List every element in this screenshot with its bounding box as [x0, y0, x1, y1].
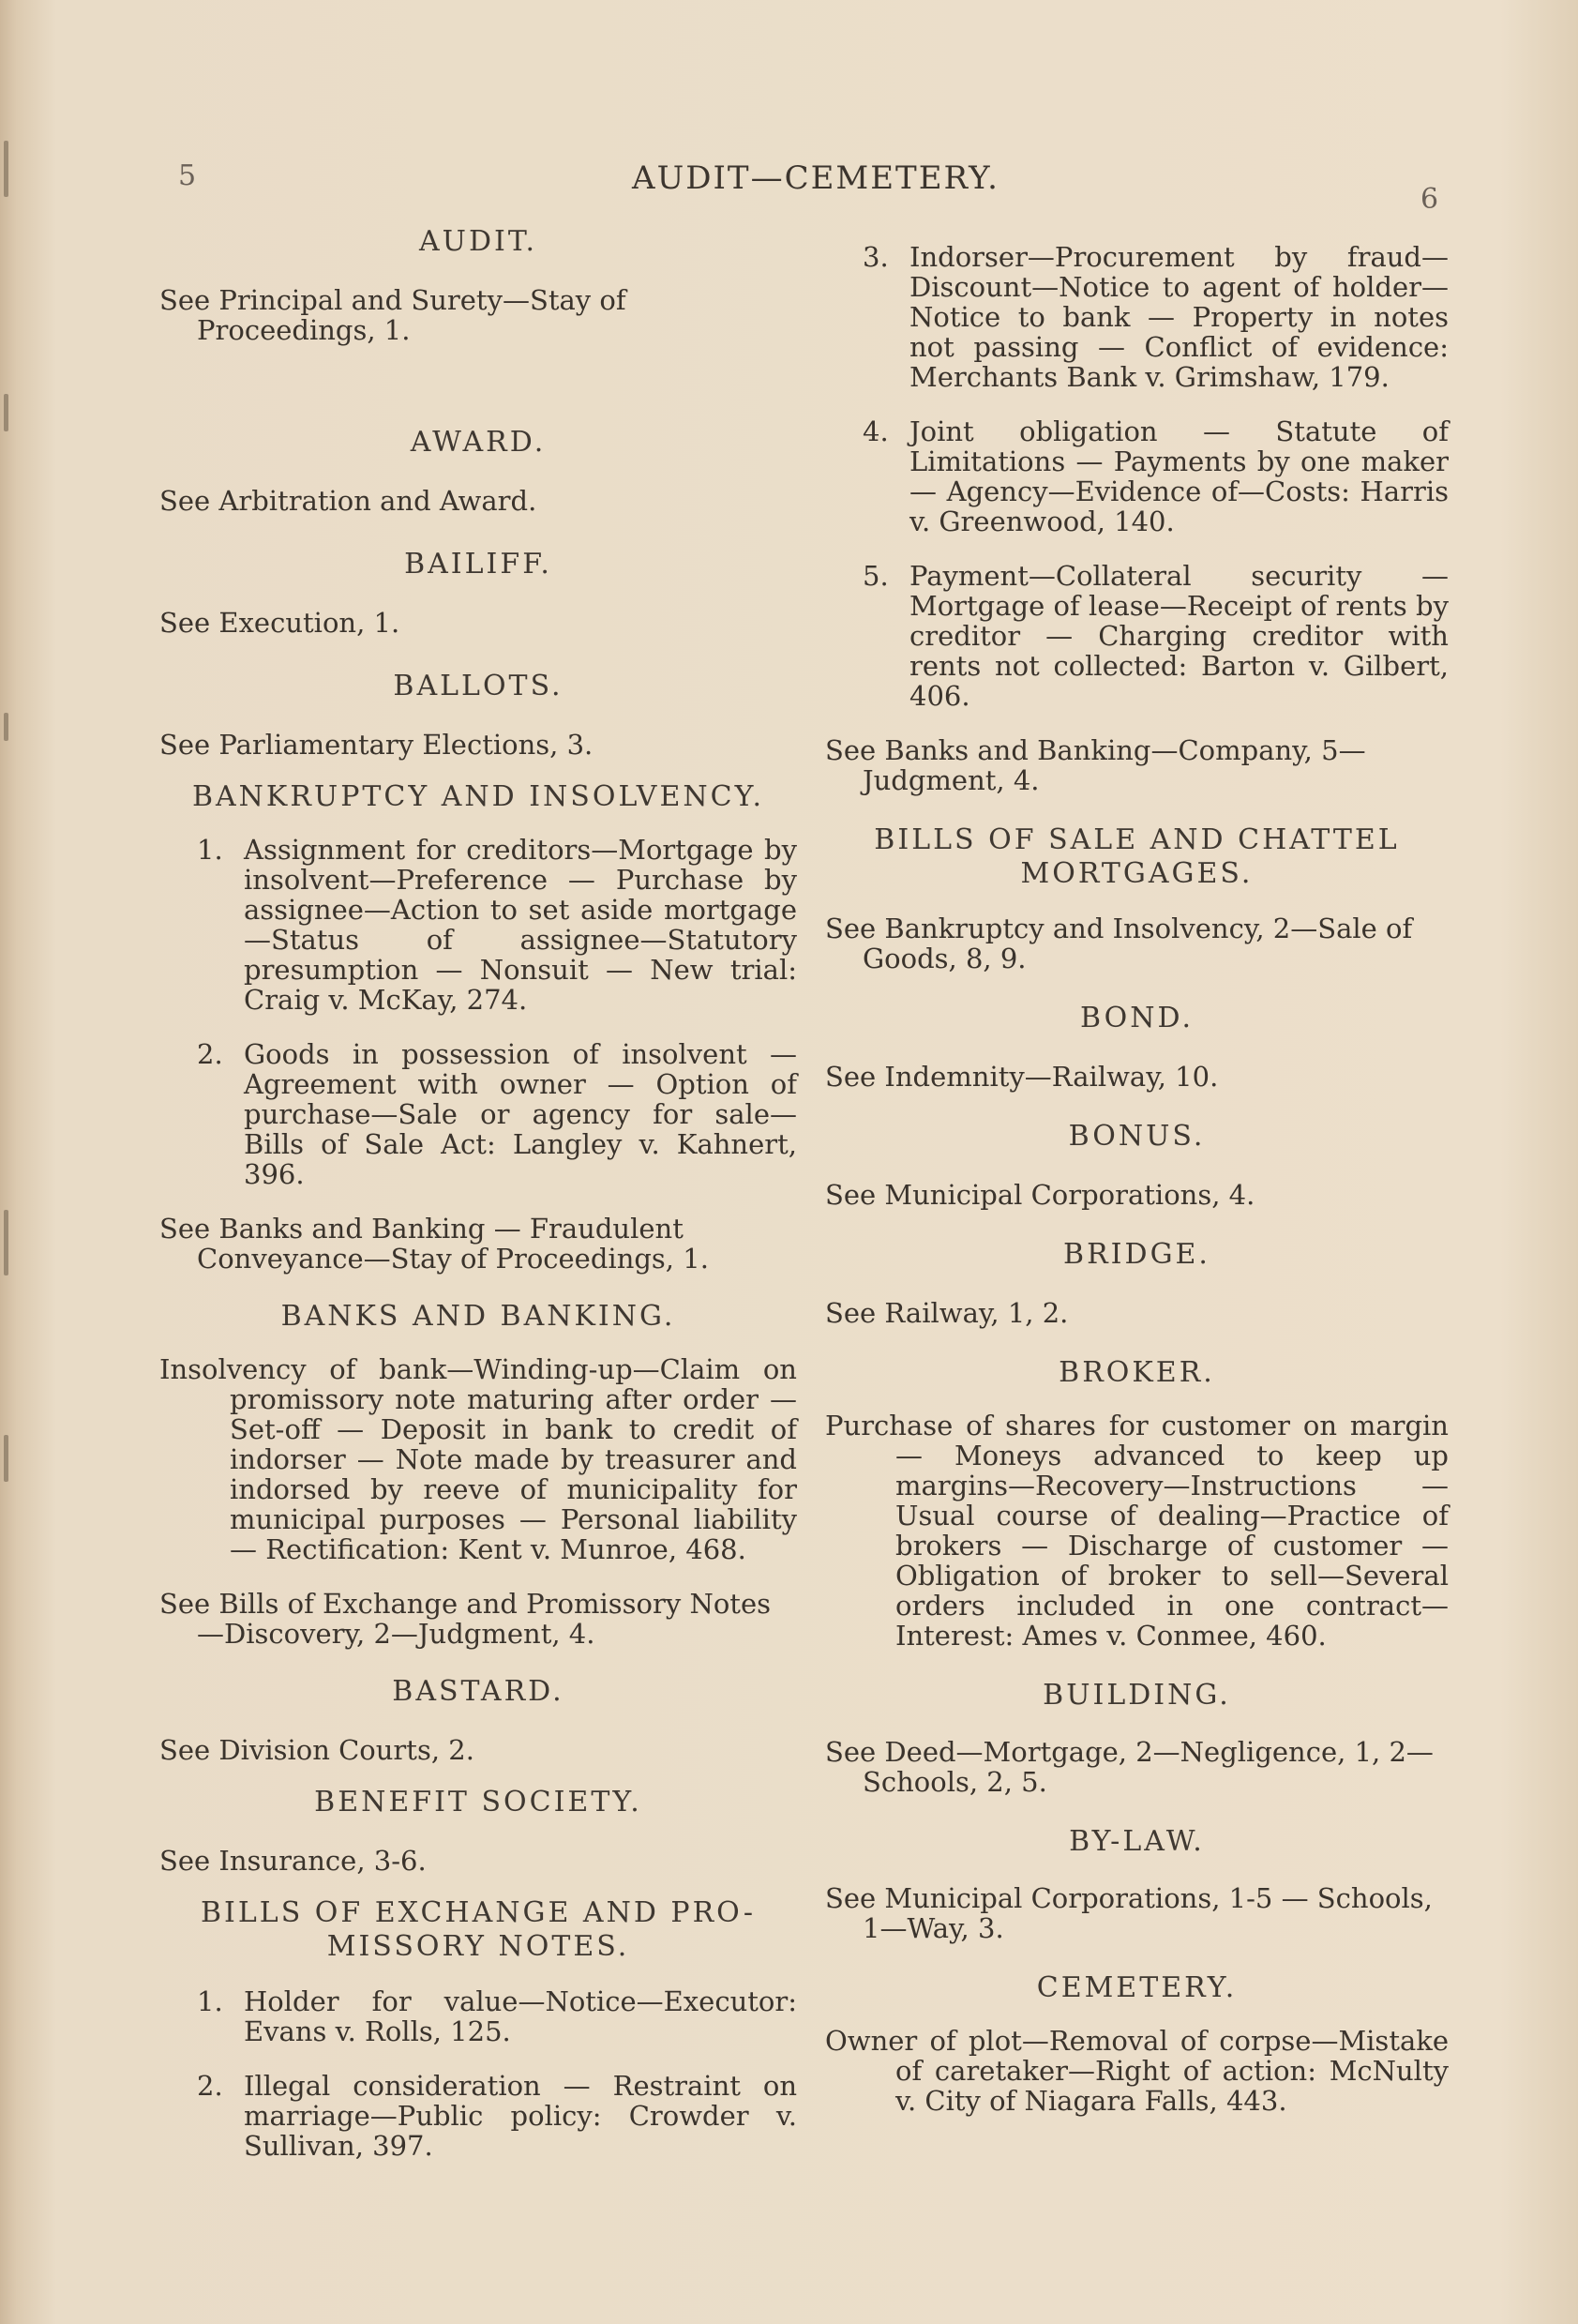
- cross-reference: See Parliamentary Elections, 3.: [159, 729, 594, 761]
- cross-reference: See Municipal Corporations, 1-5 — Schools, 1—Way, 3.: [825, 1882, 1433, 1944]
- entry-text: Holder for value—Notice—Executor: Evans v. Rolls, 125.: [244, 1985, 797, 2047]
- section-heading: BAILIFF.: [404, 548, 552, 581]
- entry-number: 4.: [863, 415, 889, 447]
- section-bills-of-exchange-continued: [825, 242, 1449, 795]
- section-bills-of-sale: [825, 823, 1449, 973]
- entry-text: Goods in possession of insolvent — Agreement with owner — Option of purchase—Sale or agency for sale—Bills of Sale Act: Langley v. Kahnert, 396.: [244, 1038, 797, 1190]
- section-bailiff: [159, 548, 797, 670]
- right-column: [825, 242, 1449, 2116]
- section-bond: [825, 1002, 1449, 1120]
- section-bills-of-exchange: [159, 1896, 797, 2161]
- section-award: [159, 426, 797, 548]
- entry-text: Insolvency of bank—Winding-up—Claim on promissory note maturing after order — Set-off — Deposit in bank to credit of indorser — Note made by treasurer and indorsed by reeve of municipality for municipal purposes — Personal liability — Rectification: Kent v. Munroe, 468.: [159, 1353, 797, 1565]
- section-heading: CEMETERY.: [1036, 1971, 1238, 2004]
- cross-reference: See Banks and Banking — Fraudulent Conveyance—Stay of Proceedings, 1.: [159, 1213, 709, 1275]
- cross-reference: See Railway, 1, 2.: [825, 1297, 1069, 1329]
- entry-number: 2.: [197, 2070, 223, 2102]
- section-heading: BONUS.: [1068, 1120, 1206, 1153]
- section-benefit-society: [159, 1786, 797, 1896]
- section-heading: MORTGAGES.: [1020, 857, 1254, 890]
- cross-reference: See Execution, 1.: [159, 607, 400, 639]
- section-by-law: [825, 1825, 1449, 1943]
- entry-number: 1.: [197, 1985, 223, 2017]
- entry-text: Indorser—Procurement by fraud—Discount—Notice to agent of holder—Notice to bank — Property in notes not passing — Conflict of evidence: Merchants Bank v. Grimshaw, 179.: [909, 241, 1449, 393]
- left-page-number: 5: [178, 159, 197, 192]
- cross-reference: See Arbitration and Award.: [159, 485, 537, 517]
- numbered-entry: [159, 2071, 797, 2161]
- entry-text: Joint obligation — Statute of Limitations — Payments by one maker — Agency—Evidence of—Costs: Harris v. Greenwood, 140.: [909, 415, 1449, 537]
- cross-reference: See Bills of Exchange and Promissory Notes—Discovery, 2—Judgment, 4.: [159, 1588, 771, 1650]
- cross-reference: See Indemnity—Railway, 10.: [825, 1061, 1219, 1093]
- cross-reference: See Division Courts, 2.: [159, 1734, 474, 1766]
- section-heading: BENEFIT SOCIETY.: [314, 1786, 642, 1818]
- entry-number: 5.: [863, 560, 889, 592]
- section-bastard: [159, 1675, 797, 1786]
- section-ballots: [159, 670, 797, 780]
- entry-text: Owner of plot—Removal of corpse—Mistake of caretaker—Right of action: McNulty v. City of Niagara Falls, 443.: [825, 2025, 1449, 2117]
- section-heading: BUILDING.: [1043, 1679, 1231, 1712]
- section-bankruptcy: [159, 780, 797, 1274]
- section-heading: AUDIT.: [419, 225, 537, 258]
- numbered-entry: [159, 1039, 797, 1189]
- entry-text: Payment—Collateral security — Mortgage of lease—Receipt of rents by creditor — Charging creditor with rents not collected: Barton v. Gilbert, 406.: [909, 560, 1449, 712]
- numbered-entry: [825, 561, 1449, 711]
- section-heading: MISSORY NOTES.: [326, 1930, 630, 1963]
- gutter-shadow: [4, 1210, 8, 1275]
- numbered-entry: [825, 416, 1449, 536]
- entry-number: 1.: [197, 834, 223, 866]
- section-heading: BY-LAW.: [1069, 1825, 1205, 1858]
- gutter-shadow: [4, 394, 8, 431]
- gutter-shadow: [4, 1435, 8, 1482]
- cross-reference: See Banks and Banking—Company, 5—Judgment, 4.: [825, 734, 1366, 796]
- right-page-number: 6: [1420, 183, 1439, 216]
- section-heading: BROKER.: [1059, 1356, 1215, 1389]
- cross-reference: See Municipal Corporations, 4.: [825, 1179, 1255, 1211]
- section-heading: BOND.: [1080, 1002, 1194, 1034]
- cross-reference: See Principal and Surety—Stay of Proceedings, 1.: [159, 284, 626, 346]
- section-bonus: [825, 1120, 1449, 1238]
- section-heading: BILLS OF SALE AND CHATTEL: [874, 823, 1400, 856]
- section-audit: [159, 225, 797, 426]
- section-building: [825, 1679, 1449, 1797]
- section-heading: BASTARD.: [392, 1675, 564, 1708]
- section-heading: BANKRUPTCY AND INSOLVENCY.: [191, 780, 765, 813]
- gutter-shadow: [4, 713, 8, 741]
- entry-text: Assignment for creditors—Mortgage by insolvent—Preference — Purchase by assignee—Action to set aside mortgage—Status of assignee—Statutory presumption — Nonsuit — New trial: Craig v. McKay, 274.: [244, 834, 797, 1016]
- section-banks: [159, 1300, 797, 1649]
- section-heading: BALLOTS.: [393, 670, 564, 702]
- numbered-entry: [825, 242, 1449, 392]
- cross-reference: See Insurance, 3-6.: [159, 1845, 427, 1877]
- section-cemetery: [825, 1971, 1449, 2116]
- entry-number: 2.: [197, 1038, 223, 1070]
- section-broker: [825, 1356, 1449, 1651]
- section-bridge: [825, 1238, 1449, 1356]
- section-heading: BRIDGE.: [1063, 1238, 1210, 1271]
- section-heading: AWARD.: [410, 426, 547, 459]
- entry-text: Illegal consideration — Restraint on marriage—Public policy: Crowder v. Sullivan, 397.: [244, 2070, 797, 2162]
- left-column: [159, 225, 797, 2161]
- entry-text: Purchase of shares for customer on margin — Moneys advanced to keep up margins—Recovery—Instructions — Usual course of dealing—Practice of brokers — Discharge of customer — Obligation of broker to sell—Several orders included in one contract—Interest: Ames v. Conmee, 460.: [825, 1410, 1449, 1652]
- numbered-entry: [159, 835, 797, 1015]
- numbered-entry: [159, 1986, 797, 2046]
- cross-reference: See Deed—Mortgage, 2—Negligence, 1, 2—Schools, 2, 5.: [825, 1736, 1434, 1798]
- section-heading: BANKS AND BANKING.: [280, 1300, 676, 1333]
- section-heading: BILLS OF EXCHANGE AND PRO-: [200, 1896, 757, 1929]
- running-head: AUDIT—CEMETERY.: [632, 159, 999, 197]
- entry-number: 3.: [863, 241, 889, 273]
- cross-reference: See Bankruptcy and Insolvency, 2—Sale of Goods, 8, 9.: [825, 913, 1413, 974]
